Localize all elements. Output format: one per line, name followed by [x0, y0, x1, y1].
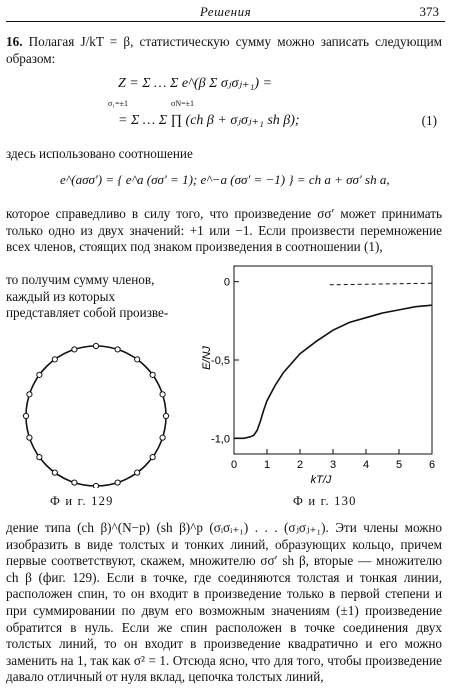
spin-point: [23, 413, 28, 418]
x-axis-label: kT/J: [310, 474, 332, 486]
figure-130-caption: Ф и г. 130: [293, 494, 357, 508]
figure-129-caption: Ф и г. 129: [50, 494, 114, 508]
y-tick-label: 0: [223, 276, 230, 289]
x-tick-label: 5: [395, 459, 403, 471]
spin-point: [135, 357, 140, 362]
spin-point: [37, 455, 42, 460]
spin-point: [115, 480, 120, 485]
spin-point: [150, 455, 155, 460]
relation-equation: e^(aσσ′) = { e^a (σσ′ = 1); e^−a (σσ′ = −1) } = ch a + σσ′ sh a,: [60, 172, 390, 187]
y-tick-label: -1,0: [211, 433, 230, 446]
chart-frame: [234, 266, 432, 454]
x-tick-label: 4: [362, 459, 370, 471]
spin-point: [135, 470, 140, 475]
spin-point: [150, 372, 155, 377]
x-tick-label: 6: [428, 459, 436, 471]
equation-sum1-subscript: σ₁=±1: [108, 99, 129, 108]
page-number: 373: [419, 4, 439, 19]
spin-point: [27, 392, 32, 397]
figure-129-ring: [8, 338, 198, 488]
spin-point: [160, 392, 165, 397]
paragraph-1: которое справедливо в силу того, что произведение σσ′ может принимать только одно из двух значений: +1 или −1. Если произвести перемножение всех членов, стоящих под знаком произведения в соотношении (1),: [6, 206, 442, 255]
ring-line: [26, 346, 166, 486]
x-tick-label: 3: [329, 459, 337, 471]
chart-ticks: [211, 277, 435, 471]
equation-line-1: Z = Σ … Σ e^(β Σ σⱼσⱼ₊₁) =: [118, 76, 272, 91]
header-rule: [6, 21, 445, 22]
figure-130-chart: [196, 258, 446, 488]
x-tick-label: 1: [263, 459, 271, 471]
relation-intro: здесь использовано соотношение: [6, 146, 193, 161]
y-tick-label: -0,5: [211, 355, 230, 367]
dashed-asymptote-line: [330, 283, 432, 285]
x-tick-label: 0: [230, 459, 238, 471]
energy-curve: [234, 305, 432, 438]
spin-points: [23, 343, 168, 488]
spin-point: [163, 413, 168, 418]
spin-point: [27, 435, 32, 440]
spin-point: [72, 480, 77, 485]
running-title: Решения: [199, 4, 252, 19]
spin-point: [93, 483, 98, 488]
problem-intro-text: Полагая J/kT = β, статистическую сумму можно записать следующим образом:: [6, 34, 442, 66]
problem-number: 16.: [6, 34, 23, 49]
paragraph-left-column: то получим сумму членов, каждый из которых представляет собой произве-: [6, 272, 169, 321]
problem-intro: [6, 34, 442, 67]
paragraph-2: дение типа (ch β)^(N−p) (sh β)^p (σᵢσᵢ₊₁) . . . (σⱼσⱼ₊₁). Эти члены можно изобразить в виде толстых и тонких линий, образующих кольцо, причем первые соответствуют, скажем, множителю σσ′ sh β, вторые — множителю ch β (фиг. 129). Если в точке, где соединяются толстая и тонкая линии, расположен спин, то он входит в произведение только в первой степени и при суммировании по двум его возможным значениям (±1) произведение обратится в нуль. Если же спин расположен в точке соединения двух толстых линий, то он входит в произведение квадратично и его можно заменить на 1, так как σ² = 1. Отсюда ясно, что для того, чтобы произведение давало отличный от нуля вклад, цепочка толстых линий,: [6, 520, 442, 685]
y-axis-label: E/NJ: [201, 346, 213, 370]
x-tick-label: 2: [296, 459, 304, 471]
page-header: [0, 0, 451, 22]
spin-point: [37, 372, 42, 377]
equation-line-2: = Σ … Σ ∏ (ch β + σⱼσⱼ₊₁ sh β);: [118, 113, 300, 128]
spin-point: [115, 347, 120, 352]
spin-point: [93, 343, 98, 348]
spin-point: [52, 357, 57, 362]
equation-sumN-subscript: σN=±1: [171, 99, 194, 108]
equation-number: (1): [421, 113, 437, 128]
spin-point: [160, 435, 165, 440]
chart-curves: [234, 283, 432, 438]
spin-point: [52, 470, 57, 475]
spin-point: [72, 347, 77, 352]
